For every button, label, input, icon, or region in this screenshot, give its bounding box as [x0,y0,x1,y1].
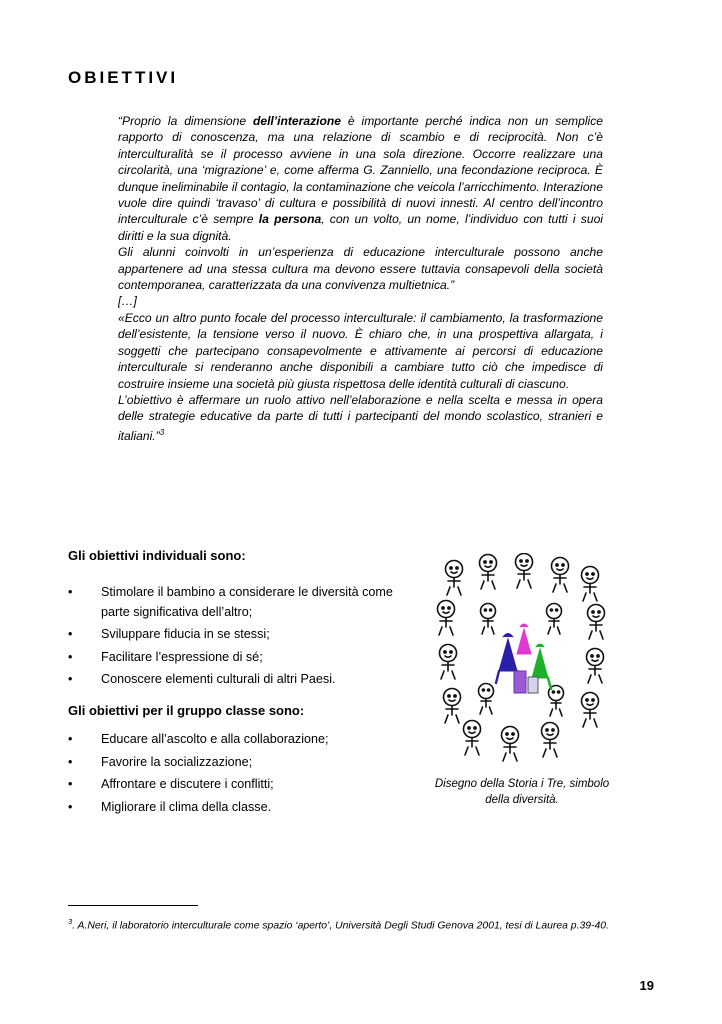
list-item [68,670,423,690]
list-item-label: Facilitare l’espressione di sé; [101,649,263,664]
list-individual-objectives [68,583,423,693]
quote-text-1a: “Proprio la dimensione [118,114,253,128]
list-item [68,625,423,645]
list-item-label: Sviluppare fiducia in se stessi; [101,627,270,641]
quote-text-1b: è importante perché indica non un semplice rapporto di conoscenza, ma una relazione di scambio e di reciprocità. Non c’è interculturalità se il processo avviene in una sola direzione. Occorre realizzare una circolarità, una ‘migrazione’ e, come afferma G. Zanniello, una fecondazione reciproca. È dunque ineliminabile il contagio, la contaminazione che veicola l’arricchimento. Interazione vuole dire quindi ‘travaso’ di cultura e possibilità di nuovi innesti. Al centro dell’incontro interculturale c’è sempre [118,114,604,227]
list-item [68,730,423,750]
footnote [68,915,653,934]
list-item [68,753,423,773]
footnote-text: . A.Neri, il laboratorio interculturale come spazio ‘aperto’, Università Degli Studi Genova 2001, tesi di Laurea p.39-40. [72,920,609,932]
quote-bold-persona: la persona [258,212,322,227]
list-item-label: Conoscere elementi culturali di altri Paesi. [101,672,336,686]
list-item-label: Educare all’ascolto e alla collaborazione; [101,732,329,746]
quote-paragraph-2: Gli alunni coinvolti in un’esperienza di educazione interculturale possono anche appartenere ad una stessa cultura ma devono essere tuttavia consapevoli della società contemporanea, caratterizzata da una convivenza multietnica.” [118,245,603,293]
footnote-marker: 3 [68,917,73,926]
quote-paragraph-5 [118,392,603,444]
quote-paragraph-1 [118,113,603,244]
quotation-block [118,113,603,444]
page-number: 19 [639,978,654,993]
quote-ellipsis: […] [118,294,137,309]
figure-children-drawing [432,553,612,808]
list-item-label: Migliorare il clima della classe. [101,799,272,814]
circle-of-children-illustration [432,553,612,766]
list-item [68,583,423,622]
list-item [68,648,423,668]
footnote-separator [68,905,198,906]
list-item-label: Favorire la socializzazione; [101,754,253,769]
page-title: OBIETTIVI [68,68,179,87]
section-heading-individual: Gli obiettivi individuali sono: [68,548,246,563]
bullet-icon: • [68,777,73,791]
bullet-icon: • [68,649,73,664]
footnote-reference: 3 [159,427,165,437]
bullet-icon: • [68,585,73,599]
childrens-drawing-image [432,553,612,766]
list-item [68,775,423,795]
quote-paragraph-4: «Ecco un altro punto focale del processo interculturale: il cambiamento, la trasformazione dell’esistente, la tensione verso il nuovo. È chiaro che, in una prospettiva allargata, i soggetti che partecipano consapevolmente e attivamente ai percorsi di educazione interculturale si renderanno anche disponibili a cambiare tutto ciò che impedisce di costruire insieme una società più giusta rispettosa delle identità culturali di ciascuno. [118,310,603,391]
list-item [68,798,423,818]
bullet-icon: • [68,627,73,641]
list-item-label: Stimolare il bambino a considerare le diversità come parte significativa dell’altro; [101,585,393,619]
quote-text-1c: , con un volto, un nome, l’individuo con tutti i suoi diritti e la sua dignità. [118,212,603,243]
bullet-icon: • [68,672,73,686]
figure-caption: Disegno della Storia i Tre, simbolo della diversità. [434,778,610,806]
bullet-icon: • [68,754,73,769]
quote-bold-interazione: dell’interazione [252,114,341,128]
colored-figures [496,624,551,693]
quote-text-5: L’obiettivo è affermare un ruolo attivo nell’elaborazione e nella scelta e messa in opera delle strategie educative da parte di tutti i partecipanti del mondo scolastico, stranieri e italiani.” [118,392,603,443]
list-item-label: Affrontare e discutere i conflitti; [101,777,274,791]
section-heading-group: Gli obiettivi per il gruppo classe sono: [68,703,305,718]
bullet-icon: • [68,732,73,746]
list-group-objectives [68,730,423,820]
bullet-icon: • [68,799,73,814]
